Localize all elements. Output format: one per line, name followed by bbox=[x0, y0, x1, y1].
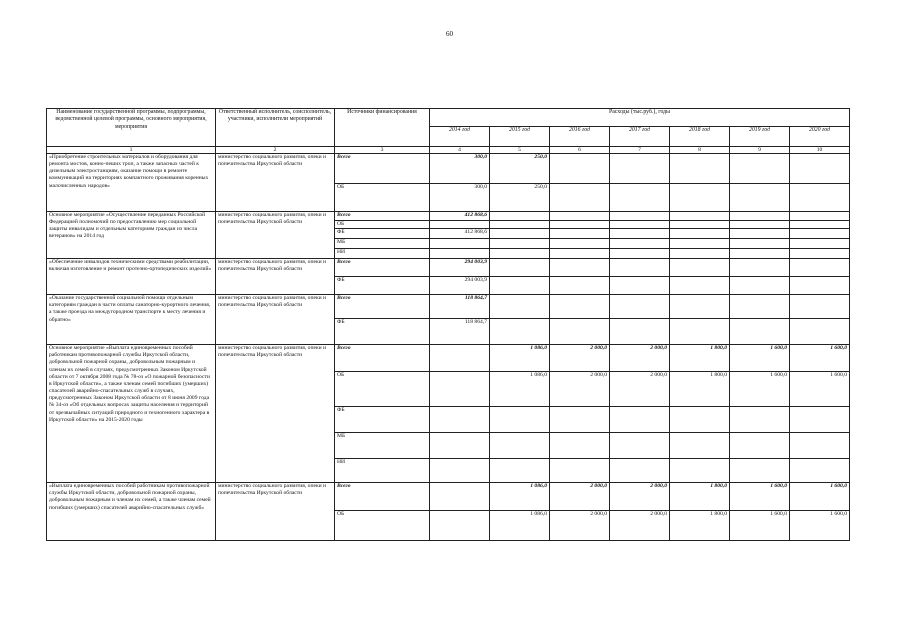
expense-value bbox=[430, 372, 490, 407]
funding-source: ФБ bbox=[335, 229, 430, 239]
expense-value: 1 600,0 bbox=[730, 372, 790, 407]
expense-value bbox=[490, 212, 550, 221]
expense-value: 250,0 bbox=[490, 154, 550, 184]
expense-value bbox=[490, 319, 550, 345]
funding-source: ОБ bbox=[335, 372, 430, 407]
header-name: Наименование государственной программы, подпрограммы, ведомственной целевой программы, основного мероприятия, мероприятия bbox=[47, 109, 216, 147]
header-source: Источники финансирования bbox=[335, 109, 430, 147]
expense-value bbox=[730, 407, 790, 433]
column-number: 4 bbox=[430, 147, 490, 154]
expense-value: 412 868,6 bbox=[430, 212, 490, 221]
expense-value bbox=[790, 212, 850, 221]
expense-value bbox=[790, 407, 850, 433]
measure-name: Основное мероприятие «Осуществление переданных Российской Федерацией полномочий по предоставлению мер социальной защиты инвалидам и отдельным категориям граждан из числа ветеранов» на 2014 год bbox=[47, 212, 216, 259]
expense-value bbox=[550, 212, 610, 221]
expense-value bbox=[790, 459, 850, 483]
expense-value bbox=[490, 277, 550, 295]
funding-source: ФБ bbox=[335, 407, 430, 433]
measure-executor: министерство социального развития, опеки и попечительства Иркутской области bbox=[216, 345, 335, 483]
expense-value bbox=[490, 459, 550, 483]
expense-value bbox=[550, 407, 610, 433]
expense-value: 118 864,7 bbox=[430, 295, 490, 319]
expense-value bbox=[490, 433, 550, 459]
expense-value: 1 600,0 bbox=[790, 345, 850, 372]
expense-value bbox=[670, 277, 730, 295]
expense-value bbox=[790, 433, 850, 459]
expense-value bbox=[670, 459, 730, 483]
expense-value bbox=[610, 259, 670, 277]
budget-table bbox=[46, 108, 850, 541]
expense-value: 1 086,0 bbox=[490, 345, 550, 372]
measure-executor: министерство социального развития, опеки и попечительства Иркутской области bbox=[216, 483, 335, 541]
expense-value: 412 868,6 bbox=[430, 229, 490, 239]
expense-value bbox=[730, 154, 790, 184]
expense-value bbox=[610, 212, 670, 221]
expense-value: 2 000,0 bbox=[550, 483, 610, 511]
expense-value: 1 800,0 bbox=[670, 483, 730, 511]
expense-value bbox=[490, 221, 550, 229]
header-year: 2020 год bbox=[790, 127, 850, 147]
expense-value bbox=[550, 154, 610, 184]
expense-value: 1 600,0 bbox=[730, 483, 790, 511]
expense-value bbox=[730, 212, 790, 221]
expense-value bbox=[610, 239, 670, 249]
column-number: 6 bbox=[550, 147, 610, 154]
table-row bbox=[47, 345, 850, 372]
expense-value bbox=[550, 295, 610, 319]
expense-value bbox=[430, 511, 490, 541]
expense-value bbox=[670, 259, 730, 277]
column-number: 5 bbox=[490, 147, 550, 154]
expense-value bbox=[730, 184, 790, 212]
expense-value bbox=[490, 407, 550, 433]
expense-value bbox=[550, 259, 610, 277]
column-numbers-row bbox=[47, 147, 850, 154]
expense-value: 1 800,0 bbox=[670, 372, 730, 407]
header-year: 2015 год bbox=[490, 127, 550, 147]
expense-value bbox=[550, 184, 610, 212]
funding-source: Всего bbox=[335, 483, 430, 511]
expense-value bbox=[550, 433, 610, 459]
expense-value bbox=[730, 295, 790, 319]
column-number: 7 bbox=[610, 147, 670, 154]
expense-value bbox=[610, 459, 670, 483]
expense-value bbox=[790, 249, 850, 259]
measure-executor: министерство социального развития, опеки и попечительства Иркутской области bbox=[216, 259, 335, 295]
funding-source: ОБ bbox=[335, 511, 430, 541]
measure-executor: министерство социального развития, опеки и попечительства Иркутской области bbox=[216, 212, 335, 259]
expense-value bbox=[430, 459, 490, 483]
expense-value bbox=[430, 407, 490, 433]
expense-value bbox=[730, 221, 790, 229]
expense-value bbox=[550, 249, 610, 259]
measure-name: «Оказание государственной социальной помощи отдельным категориям граждан в части оплаты санаторно-курортного лечения, а также проезда на междугородном транспорте к месту лечения и обратно» bbox=[47, 295, 216, 345]
expense-value bbox=[790, 221, 850, 229]
expense-value: 2 000,0 bbox=[610, 511, 670, 541]
expense-value: 2 000,0 bbox=[610, 345, 670, 372]
expense-value: 2 000,0 bbox=[550, 372, 610, 407]
expense-value bbox=[730, 249, 790, 259]
expense-value bbox=[430, 345, 490, 372]
expense-value: 1 086,0 bbox=[490, 511, 550, 541]
expense-value bbox=[430, 221, 490, 229]
expense-value bbox=[490, 239, 550, 249]
expense-value bbox=[730, 259, 790, 277]
expense-value bbox=[430, 239, 490, 249]
funding-source: ОБ bbox=[335, 221, 430, 229]
page-number: 60 bbox=[446, 30, 453, 38]
expense-value bbox=[670, 433, 730, 459]
expense-value bbox=[490, 249, 550, 259]
expense-value bbox=[790, 184, 850, 212]
funding-source: Всего bbox=[335, 212, 430, 221]
expense-value: 1 086,0 bbox=[490, 372, 550, 407]
expense-value: 250,0 bbox=[490, 184, 550, 212]
measure-name: «Приобретение строительных материалов и оборудования для ремонта мостов, конно-пеших троп, а также запасных частей к дизельным электростанциям, оказание помощи в ремонте коммуникаций на территориях компактного проживания коренных малочисленных народов» bbox=[47, 154, 216, 212]
expense-value: 1 600,0 bbox=[790, 483, 850, 511]
expense-value bbox=[550, 459, 610, 483]
expense-value bbox=[430, 249, 490, 259]
expense-value bbox=[730, 319, 790, 345]
expense-value bbox=[790, 239, 850, 249]
measure-executor: министерство социального развития, опеки и попечительства Иркутской области bbox=[216, 154, 335, 212]
expense-value bbox=[430, 483, 490, 511]
funding-source: НИ bbox=[335, 459, 430, 483]
expense-value bbox=[790, 154, 850, 184]
expense-value bbox=[430, 433, 490, 459]
expense-value bbox=[790, 259, 850, 277]
expense-value bbox=[730, 433, 790, 459]
expense-value: 1 600,0 bbox=[790, 511, 850, 541]
expense-value bbox=[790, 319, 850, 345]
table-row bbox=[47, 483, 850, 511]
expense-value: 118 864,7 bbox=[430, 319, 490, 345]
expense-value bbox=[670, 239, 730, 249]
header-year: 2019 год bbox=[730, 127, 790, 147]
expense-value bbox=[610, 277, 670, 295]
funding-source: ФБ bbox=[335, 277, 430, 295]
expense-value bbox=[610, 184, 670, 212]
expense-value: 2 000,0 bbox=[610, 372, 670, 407]
expense-value bbox=[670, 249, 730, 259]
table-row bbox=[47, 295, 850, 319]
expense-value bbox=[610, 154, 670, 184]
expense-value bbox=[670, 295, 730, 319]
table-row bbox=[47, 212, 850, 221]
expense-value: 294 003,9 bbox=[430, 277, 490, 295]
header-executor: Ответственный исполнитель, соисполнитель, участники, исполнители мероприятий bbox=[216, 109, 335, 147]
expense-value bbox=[490, 229, 550, 239]
funding-source: МБ bbox=[335, 433, 430, 459]
expense-value bbox=[670, 229, 730, 239]
funding-source: ФБ bbox=[335, 319, 430, 345]
expense-value bbox=[670, 221, 730, 229]
expense-value: 294 003,9 bbox=[430, 259, 490, 277]
expense-value bbox=[610, 433, 670, 459]
measure-name: Основное мероприятие «Выплата единовременных пособий работникам противопожарной службы Иркутской области, добровольной пожарной охраны, добровольным пожарным и членам их семей в случаях, предусмотренных Законом Иркутской области от 7 октября 2008 года № 78-оз «О пожарной безопасности в Иркутской области», а также членам семей погибших (умерших) спасателей аварийно-спасательных служб в случаях, предусмотренных Законом Иркутской области от 8 июня 2009 года № 34-оз «Об отдельных вопросах защиты населения и территорий от чрезвычайных ситуаций природного и техногенного характера в Иркутской области» на 2015-2020 годы bbox=[47, 345, 216, 483]
expense-value bbox=[670, 319, 730, 345]
expense-value bbox=[670, 184, 730, 212]
header-year: 2014 год bbox=[430, 127, 490, 147]
expense-value bbox=[490, 259, 550, 277]
budget-body bbox=[47, 154, 850, 541]
table-row bbox=[47, 154, 850, 184]
expense-value bbox=[550, 277, 610, 295]
funding-source: Всего bbox=[335, 345, 430, 372]
expense-value bbox=[550, 319, 610, 345]
expense-value: 1 600,0 bbox=[790, 372, 850, 407]
expense-value bbox=[730, 239, 790, 249]
expense-value: 1 600,0 bbox=[730, 345, 790, 372]
expense-value: 2 000,0 bbox=[550, 345, 610, 372]
header-year: 2017 год bbox=[610, 127, 670, 147]
funding-source: Всего bbox=[335, 154, 430, 184]
funding-source: НИ bbox=[335, 249, 430, 259]
measure-name: «Обеспечение инвалидов техническими средствами реабилитации, включая изготовление и ремонт протезно-ортопедических изделий» bbox=[47, 259, 216, 295]
funding-source: Всего bbox=[335, 259, 430, 277]
expense-value: 1 086,0 bbox=[490, 483, 550, 511]
expense-value: 2 000,0 bbox=[610, 483, 670, 511]
column-number: 8 bbox=[670, 147, 730, 154]
header-year: 2016 год bbox=[550, 127, 610, 147]
expense-value bbox=[610, 295, 670, 319]
table-row bbox=[47, 259, 850, 277]
column-number: 2 bbox=[216, 147, 335, 154]
expense-value bbox=[610, 229, 670, 239]
expense-value bbox=[550, 229, 610, 239]
expense-value bbox=[730, 229, 790, 239]
column-number: 1 bbox=[47, 147, 216, 154]
expense-value: 2 000,0 bbox=[550, 511, 610, 541]
expense-value bbox=[550, 221, 610, 229]
expense-value bbox=[610, 249, 670, 259]
funding-source: МБ bbox=[335, 239, 430, 249]
expense-value bbox=[490, 295, 550, 319]
expense-value: 1 600,0 bbox=[730, 511, 790, 541]
expense-value bbox=[730, 459, 790, 483]
header-expenses: Расходы (тыс.руб.), годы bbox=[430, 109, 850, 127]
expense-value bbox=[610, 407, 670, 433]
expense-value: 1 800,0 bbox=[670, 511, 730, 541]
measure-name: «Выплата единовременных пособий работникам противопожарной службы Иркутской области, добровольной пожарной охраны, добровольным пожарным и членам их семей, а также членам семей погибших (умерших) спасателей аварийно-спасательных служб» bbox=[47, 483, 216, 541]
expense-value bbox=[730, 277, 790, 295]
expense-value bbox=[670, 212, 730, 221]
expense-value bbox=[670, 407, 730, 433]
column-number: 10 bbox=[790, 147, 850, 154]
funding-source: Всего bbox=[335, 295, 430, 319]
expense-value: 300,0 bbox=[430, 154, 490, 184]
expense-value bbox=[610, 319, 670, 345]
expense-value: 1 800,0 bbox=[670, 345, 730, 372]
measure-executor: министерство социального развития, опеки и попечительства Иркутской области bbox=[216, 295, 335, 345]
expense-value bbox=[670, 154, 730, 184]
expense-value bbox=[790, 229, 850, 239]
expense-value bbox=[610, 221, 670, 229]
header-year: 2018 год bbox=[670, 127, 730, 147]
expense-value: 300,0 bbox=[430, 184, 490, 212]
funding-source: ОБ bbox=[335, 184, 430, 212]
expense-value bbox=[790, 295, 850, 319]
expense-value bbox=[550, 239, 610, 249]
column-number: 9 bbox=[730, 147, 790, 154]
expense-value bbox=[790, 277, 850, 295]
column-number: 3 bbox=[335, 147, 430, 154]
